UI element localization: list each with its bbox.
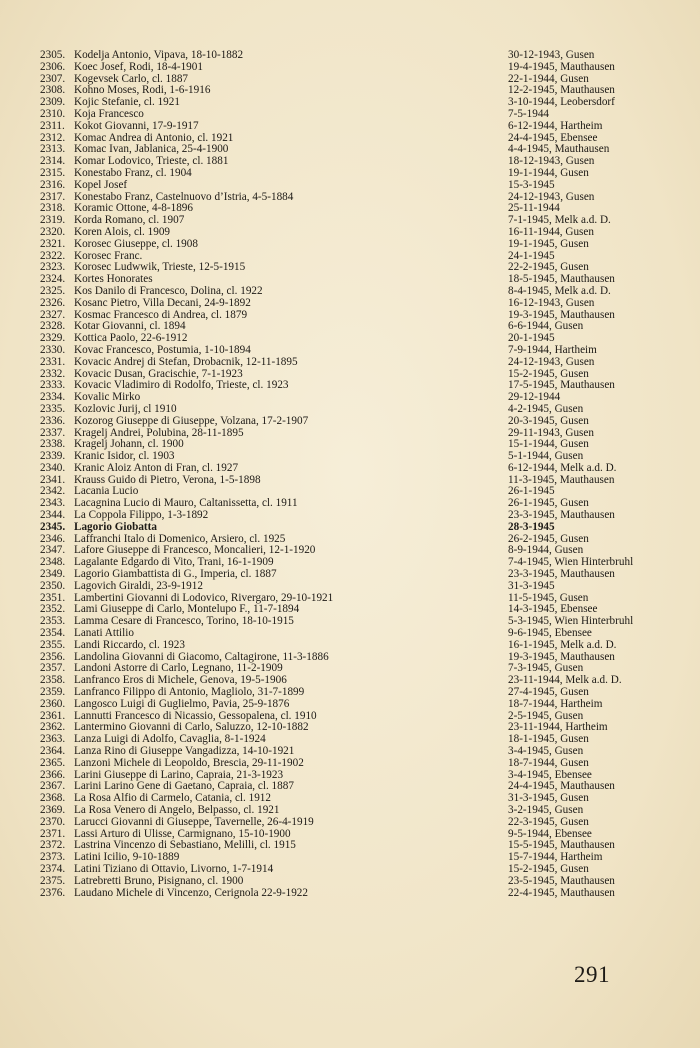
entry-death-date-place: 22-4-1945, Mauthausen (508, 887, 615, 899)
entry-death-date-place: 7-9-1944, Hartheim (508, 344, 597, 356)
entry-name: Korosec Franc. (74, 250, 143, 262)
entry-name: Lagorio Giobatta (74, 521, 157, 533)
entry-name: Lassi Arturo di Ulisse, Carmignano, 15-10-1900 (74, 828, 291, 840)
list-item (40, 545, 660, 557)
entry-death-date-place: 22-3-1945, Gusen (508, 816, 589, 828)
entry-name: Larini Larino Gene di Gaetano, Capraia, cl. 1887 (74, 781, 294, 793)
entry-name: Komac Andrea di Antonio, cl. 1921 (74, 132, 234, 144)
entry-name: Kohno Moses, Rodi, 1-6-1916 (74, 85, 211, 97)
entry-death-date-place: 19-3-1945, Mauthausen (508, 309, 615, 321)
entry-number: 2313. (40, 143, 66, 156)
entry-name: Langosco Luigi di Guglielmo, Pavia, 25-9-1876 (74, 698, 290, 710)
entry-number: 2343. (40, 497, 66, 510)
entry-death-date-place: 4-4-1945, Mauthausen (508, 144, 610, 156)
list-item (40, 369, 660, 381)
entry-number: 2335. (40, 402, 66, 415)
entry-name: Latini Tiziano di Ottavio, Livorno, 1-7-1914 (74, 863, 274, 875)
entry-name: Lami Giuseppe di Carlo, Montelupo F., 11-7-1894 (74, 604, 300, 616)
entry-death-date-place: 20-3-1945, Gusen (508, 415, 589, 427)
list-item (40, 840, 660, 852)
list-item (40, 345, 660, 357)
list-item (40, 286, 660, 298)
entry-number: 2372. (40, 839, 66, 852)
entry-name: Lanfranco Eros di Michele, Genova, 19-5-1906 (74, 675, 287, 687)
list-item (40, 262, 660, 274)
entry-number: 2345. (40, 520, 66, 533)
list-item (40, 192, 660, 204)
entry-name: Kos Danilo di Francesco, Dolina, cl. 1922 (74, 285, 263, 297)
entry-name: Komar Lodovico, Trieste, cl. 1881 (74, 156, 229, 168)
entry-death-date-place: 31-3-1945, Gusen (508, 793, 589, 805)
entry-death-date-place: 15-7-1944, Hartheim (508, 852, 603, 864)
entry-number: 2315. (40, 166, 66, 179)
entry-number: 2365. (40, 756, 66, 769)
entry-name: Kojic Stefanie, cl. 1921 (74, 97, 180, 109)
entry-number: 2347. (40, 544, 66, 557)
list-item (40, 298, 660, 310)
entry-number: 2374. (40, 862, 66, 875)
entry-name: Kopel Josef (74, 179, 128, 191)
entry-death-date-place: 23-11-1944, Melk a.d. D. (508, 675, 622, 687)
entry-name: Lannutti Francesco di Nicassio, Gessopalena, cl. 1910 (74, 710, 317, 722)
entry-number: 2370. (40, 815, 66, 828)
entry-death-date-place: 24-12-1943, Gusen (508, 191, 595, 203)
entry-name: Kragelj Andrei, Polubina, 28-11-1895 (74, 427, 244, 439)
list-item (40, 168, 660, 180)
entry-number: 2337. (40, 426, 66, 439)
list-item (40, 133, 660, 145)
entry-death-date-place: 15-5-1945, Mauthausen (508, 840, 615, 852)
entry-number: 2348. (40, 556, 66, 569)
entry-number: 2362. (40, 721, 66, 734)
entry-death-date-place: 18-7-1944, Hartheim (508, 698, 603, 710)
entry-name: Komac Ivan, Jablanica, 25-4-1900 (74, 144, 229, 156)
entry-number: 2356. (40, 650, 66, 663)
list-item (40, 734, 660, 746)
entry-name: Latrebretti Bruno, Pisignano, cl. 1900 (74, 875, 244, 887)
entry-name: Kortes Honorates (74, 274, 153, 286)
list-item (40, 581, 660, 593)
list-item (40, 251, 660, 263)
entry-name: Landoni Astorre di Carlo, Legnano, 11-2-1909 (74, 663, 283, 675)
entry-death-date-place: 6-12-1944, Melk a.d. D. (508, 462, 617, 474)
entry-death-date-place: 7-3-1945, Gusen (508, 663, 584, 675)
entry-death-date-place: 7-4-1945, Wien Hinterbruhl (508, 557, 634, 569)
entry-number: 2363. (40, 733, 66, 746)
entry-name: Larucci Giovanni di Giuseppe, Tavernelle, 26-4-1919 (74, 816, 314, 828)
entry-death-date-place: 3-2-1945, Gusen (508, 805, 584, 816)
entry-name: Lacagnina Lucio di Mauro, Caltanissetta, cl. 1911 (74, 498, 298, 510)
list-item (40, 109, 660, 121)
list-item (40, 593, 660, 605)
list-item (40, 852, 660, 864)
list-item (40, 310, 660, 322)
entry-name: Lafore Giuseppe di Francesco, Moncalieri, 12-1-1920 (74, 545, 316, 557)
entry-death-date-place: 19-3-1945, Mauthausen (508, 651, 615, 663)
entry-name: Kokot Giovanni, 17-9-1917 (74, 120, 199, 132)
entry-name: Lanati Attilio (74, 628, 134, 640)
entry-name: Lamma Cesare di Francesco, Torino, 18-10-1915 (74, 616, 294, 628)
entry-death-date-place: 26-2-1945, Gusen (508, 533, 589, 545)
entry-name: Latini Icilio, 9-10-1889 (74, 852, 180, 864)
list-item (40, 144, 660, 156)
entry-name: Kovacic Andrej di Stefan, Drobacnik, 12-11-1895 (74, 356, 298, 368)
entry-number: 2359. (40, 686, 66, 699)
entry-death-date-place: 23-3-1945, Mauthausen (508, 569, 615, 581)
list-item (40, 121, 660, 133)
list-item (40, 829, 660, 841)
list-item (40, 805, 660, 817)
entry-number: 2369. (40, 804, 66, 816)
entry-death-date-place: 6-12-1944, Hartheim (508, 120, 603, 132)
list-item (40, 50, 660, 62)
entry-death-date-place: 15-2-1945, Gusen (508, 368, 589, 380)
entry-name: Kovacic Dusan, Gracischie, 7-1-1923 (74, 368, 243, 380)
entry-death-date-place: 11-3-1945, Mauthausen (508, 474, 615, 486)
entry-death-date-place: 12-2-1945, Mauthausen (508, 85, 615, 97)
entry-death-date-place: 3-4-1945, Gusen (508, 746, 584, 758)
list-item (40, 746, 660, 758)
entry-number: 2318. (40, 202, 66, 215)
entry-death-date-place: 7-5-1944 (508, 108, 550, 120)
entry-number: 2340. (40, 461, 66, 474)
entry-number: 2311. (40, 119, 65, 132)
entry-name: La Rosa Venero di Angelo, Belpasso, cl. 1921 (74, 805, 280, 816)
entry-death-date-place: 25-11-1944 (508, 203, 560, 215)
entry-name: Kodelja Antonio, Vipava, 18-10-1882 (74, 50, 244, 61)
entry-name: Korosec Giuseppe, cl. 1908 (74, 238, 198, 250)
list-item (40, 675, 660, 687)
list-item (40, 475, 660, 487)
list-item (40, 498, 660, 510)
entry-death-date-place: 19-1-1945, Gusen (508, 238, 589, 250)
list-item (40, 722, 660, 734)
list-item (40, 770, 660, 782)
entry-number: 2336. (40, 414, 66, 427)
entry-number: 2355. (40, 638, 66, 651)
entry-death-date-place: 9-6-1945, Ebensee (508, 628, 592, 640)
entry-name: Koja Francesco (74, 108, 144, 120)
entry-name: Kotar Giovanni, cl. 1894 (74, 321, 186, 333)
entry-name: Kogevsek Carlo, cl. 1887 (74, 73, 189, 85)
entry-death-date-place: 3-4-1945, Ebensee (508, 769, 592, 781)
entry-number: 2352. (40, 603, 66, 616)
list-item (40, 652, 660, 664)
entry-number: 2320. (40, 225, 66, 238)
entry-death-date-place: 24-12-1943, Gusen (508, 356, 595, 368)
entry-death-date-place: 28-3-1945 (508, 521, 555, 533)
list-item (40, 74, 660, 86)
entry-name: La Rosa Alfio di Carmelo, Catania, cl. 1912 (74, 793, 271, 805)
entry-number: 2308. (40, 84, 66, 97)
entry-number: 2334. (40, 391, 66, 404)
entry-name: Larini Giuseppe di Larino, Capraia, 21-3-1923 (74, 769, 284, 781)
entry-number: 2317. (40, 190, 66, 203)
entry-name: Kosanc Pietro, Villa Decani, 24-9-1892 (74, 297, 251, 309)
entry-death-date-place: 19-4-1945, Mauthausen (508, 61, 615, 73)
list-item (40, 522, 660, 534)
entry-number: 2373. (40, 851, 66, 864)
entry-name: Kragelj Johann, cl. 1900 (74, 439, 184, 451)
entry-number: 2324. (40, 273, 66, 286)
list-item (40, 781, 660, 793)
entry-number: 2322. (40, 249, 66, 262)
entry-death-date-place: 23-3-1945, Mauthausen (508, 510, 615, 522)
entry-number: 2375. (40, 874, 66, 887)
entry-number: 2367. (40, 780, 66, 793)
entry-name: Kozorog Giuseppe di Giuseppe, Volzana, 17-2-1907 (74, 415, 309, 427)
list-item (40, 333, 660, 345)
entry-number: 2314. (40, 155, 66, 168)
entry-death-date-place: 23-5-1945, Mauthausen (508, 875, 615, 887)
entry-death-date-place: 8-4-1945, Melk a.d. D. (508, 285, 611, 297)
entry-death-date-place: 18-7-1944, Gusen (508, 757, 589, 769)
entry-name: Lagorio Giambattista di G., Imperia, cl. 1887 (74, 569, 277, 581)
entry-name: Landi Riccardo, cl. 1923 (74, 639, 185, 651)
entry-number: 2371. (40, 827, 66, 840)
list-item (40, 888, 660, 900)
list-item (40, 62, 660, 74)
entry-name: Korosec Ludwwik, Trieste, 12-5-1915 (74, 262, 246, 274)
entry-death-date-place: 29-11-1943, Gusen (508, 427, 594, 439)
entry-name: Kranic Isidor, cl. 1903 (74, 451, 175, 463)
entry-name: Kranic Aloiz Anton di Fran, cl. 1927 (74, 462, 239, 474)
entry-name: Lastrina Vincenzo di Sebastiano, Melilli, cl. 1915 (74, 840, 296, 852)
entry-death-date-place: 29-12-1944 (508, 392, 561, 404)
entry-death-date-place: 22-1-1944, Gusen (508, 73, 589, 85)
entry-death-date-place: 15-3-1945 (508, 179, 555, 191)
entry-death-date-place: 2-5-1945, Gusen (508, 710, 584, 722)
entry-death-date-place: 23-11-1944, Hartheim (508, 722, 608, 734)
entry-number: 2353. (40, 615, 66, 628)
entry-name: Lambertini Giovanni di Lodovico, Rivergaro, 29-10-1921 (74, 592, 334, 604)
entry-name: Kottica Paolo, 22-6-1912 (74, 333, 188, 345)
entry-number: 2342. (40, 485, 66, 498)
entry-death-date-place: 19-1-1944, Gusen (508, 167, 589, 179)
entry-number: 2364. (40, 745, 66, 758)
entry-name: La Coppola Filippo, 1-3-1892 (74, 510, 209, 522)
entry-number: 2323. (40, 261, 66, 274)
entry-name: Lacania Lucio (74, 486, 139, 498)
entry-number: 2357. (40, 662, 66, 675)
entry-number: 2376. (40, 886, 66, 899)
entry-death-date-place: 5-3-1945, Wien Hinterbruhl (508, 616, 634, 628)
entry-death-date-place: 18-12-1943, Gusen (508, 156, 595, 168)
list-item (40, 758, 660, 770)
list-item (40, 463, 660, 475)
entry-death-date-place: 5-1-1944, Gusen (508, 451, 584, 463)
entry-name: Laudano Michele di Vincenzo, Cerignola 22-9-1922 (74, 887, 308, 899)
list-item (40, 239, 660, 251)
list-item (40, 486, 660, 498)
entry-name: Konestabo Franz, Castelnuovo d’Istria, 4-5-1884 (74, 191, 294, 203)
entry-number: 2310. (40, 107, 66, 120)
entry-name: Konestabo Franz, cl. 1904 (74, 167, 192, 179)
list-item (40, 203, 660, 215)
entry-name: Laffranchi Italo di Domenico, Arsiero, cl. 1925 (74, 533, 286, 545)
entry-name: Kozlovic Jurij, cl 1910 (74, 403, 177, 415)
entry-death-date-place: 22-2-1945, Gusen (508, 262, 589, 274)
list-item (40, 699, 660, 711)
entry-name: Landolina Giovanni di Giacomo, Caltagirone, 11-3-1886 (74, 651, 329, 663)
entry-number: 2349. (40, 568, 66, 581)
entry-death-date-place: 18-5-1945, Mauthausen (508, 274, 615, 286)
entry-death-date-place: 27-4-1945, Gusen (508, 687, 589, 699)
entry-number: 2319. (40, 214, 66, 227)
entry-death-date-place: 18-1-1945, Gusen (508, 734, 589, 746)
list-item (40, 416, 660, 428)
entry-name: Koec Josef, Rodi, 18-4-1901 (74, 61, 203, 73)
list-item (40, 687, 660, 699)
entry-number: 2351. (40, 591, 66, 604)
list-item (40, 97, 660, 109)
entry-number: 2326. (40, 296, 66, 309)
entry-name: Lagalante Edgardo di Vito, Trani, 16-1-1909 (74, 557, 274, 569)
entry-number: 2350. (40, 579, 66, 592)
list-item (40, 864, 660, 876)
entry-number: 2321. (40, 237, 66, 250)
list-item (40, 180, 660, 192)
entry-name: Krauss Guido di Pietro, Verona, 1-5-1898 (74, 474, 261, 486)
entry-number: 2333. (40, 379, 66, 392)
page-number: 291 (574, 962, 610, 987)
list-item (40, 557, 660, 569)
entry-death-date-place: 16-1-1945, Melk a.d. D. (508, 639, 617, 651)
entry-death-date-place: 7-1-1945, Melk a.d. D. (508, 215, 611, 227)
list-item (40, 380, 660, 392)
entry-number: 2330. (40, 343, 66, 356)
entry-number: 2331. (40, 355, 66, 368)
entry-death-date-place: 16-12-1943, Gusen (508, 297, 595, 309)
entry-death-date-place: 8-9-1944, Gusen (508, 545, 584, 557)
entry-number: 2329. (40, 332, 66, 345)
list-item (40, 640, 660, 652)
entry-number: 2306. (40, 60, 66, 73)
entry-number: 2366. (40, 768, 66, 781)
list-item (40, 628, 660, 640)
list-item (40, 357, 660, 369)
entry-number: 2368. (40, 792, 66, 805)
list-item (40, 392, 660, 404)
entry-death-date-place: 11-5-1945, Gusen (508, 592, 589, 604)
entry-death-date-place: 26-1-1945 (508, 486, 555, 498)
list-item (40, 510, 660, 522)
entry-name: Lanza Rino di Giuseppe Vangadizza, 14-10-1921 (74, 746, 295, 758)
entry-name: Korda Romano, cl. 1907 (74, 215, 185, 227)
entry-number: 2327. (40, 308, 66, 321)
entry-name: Lanzoni Michele di Leopoldo, Brescia, 29-11-1902 (74, 757, 304, 769)
entry-number: 2328. (40, 320, 66, 333)
list-item (40, 321, 660, 333)
entry-death-date-place: 6-6-1944, Gusen (508, 321, 584, 333)
list-item (40, 793, 660, 805)
entry-number: 2305. (40, 49, 66, 61)
list-item (40, 404, 660, 416)
list-item (40, 428, 660, 440)
entry-death-date-place: 3-10-1944, Leobersdorf (508, 97, 615, 109)
list-item (40, 604, 660, 616)
entry-death-date-place: 9-5-1944, Ebensee (508, 828, 592, 840)
entry-number: 2344. (40, 509, 66, 522)
entry-name: Koramic Ottone, 4-8-1896 (74, 203, 193, 215)
entry-number: 2358. (40, 674, 66, 687)
entry-number: 2307. (40, 72, 66, 85)
entry-death-date-place: 4-2-1945, Gusen (508, 403, 584, 415)
entry-name: Koren Alois, cl. 1909 (74, 226, 171, 238)
list-item (40, 876, 660, 888)
entry-death-date-place: 17-5-1945, Mauthausen (508, 380, 615, 392)
entry-number: 2332. (40, 367, 66, 380)
entry-number: 2341. (40, 473, 66, 486)
entry-number: 2361. (40, 709, 66, 722)
entry-name: Lanfranco Filippo di Antonio, Magliolo, 31-7-1899 (74, 687, 305, 699)
entry-number: 2338. (40, 438, 66, 451)
entry-death-date-place: 24-4-1945, Ebensee (508, 132, 598, 144)
list-item (40, 569, 660, 581)
entry-death-date-place: 15-1-1944, Gusen (508, 439, 589, 451)
entry-number: 2360. (40, 697, 66, 710)
entry-death-date-place: 31-3-1945 (508, 580, 555, 592)
list-item (40, 227, 660, 239)
entry-number: 2316. (40, 178, 66, 191)
entry-death-date-place: 30-12-1943, Gusen (508, 50, 595, 61)
list-item (40, 215, 660, 227)
list-item (40, 451, 660, 463)
entry-number: 2354. (40, 627, 66, 640)
entry-name: Lanza Luigi di Adolfo, Cavaglia, 8-1-1924 (74, 734, 266, 746)
list-item (40, 663, 660, 675)
list-item (40, 85, 660, 97)
entry-name: Kovacic Vladimiro di Rodolfo, Trieste, cl. 1923 (74, 380, 289, 392)
entry-death-date-place: 24-4-1945, Mauthausen (508, 781, 615, 793)
list-item (40, 439, 660, 451)
entry-death-date-place: 26-1-1945, Gusen (508, 498, 589, 510)
entry-name: Kovalic Mirko (74, 392, 141, 404)
entry-death-date-place: 14-3-1945, Ebensee (508, 604, 598, 616)
list-item (40, 616, 660, 628)
entry-death-date-place: 20-1-1945 (508, 333, 555, 345)
list-item (40, 534, 660, 546)
list-item (40, 711, 660, 723)
entry-name: Kosmac Francesco di Andrea, cl. 1879 (74, 309, 248, 321)
victims-list (40, 50, 660, 899)
list-item (40, 817, 660, 829)
entry-death-date-place: 16-11-1944, Gusen (508, 226, 594, 238)
entry-death-date-place: 24-1-1945 (508, 250, 555, 262)
entry-name: Kovac Francesco, Postumia, 1-10-1894 (74, 344, 251, 356)
entry-number: 2346. (40, 532, 66, 545)
entry-name: Lagovich Giraldi, 23-9-1912 (74, 580, 203, 592)
entry-number: 2339. (40, 450, 66, 463)
entry-death-date-place: 15-2-1945, Gusen (508, 863, 589, 875)
entry-number: 2325. (40, 284, 66, 297)
entry-name: Lantermino Giovanni di Carlo, Saluzzo, 12-10-1882 (74, 722, 309, 734)
list-item (40, 274, 660, 286)
entry-number: 2309. (40, 96, 66, 109)
entry-number: 2312. (40, 131, 66, 144)
list-item (40, 156, 660, 168)
